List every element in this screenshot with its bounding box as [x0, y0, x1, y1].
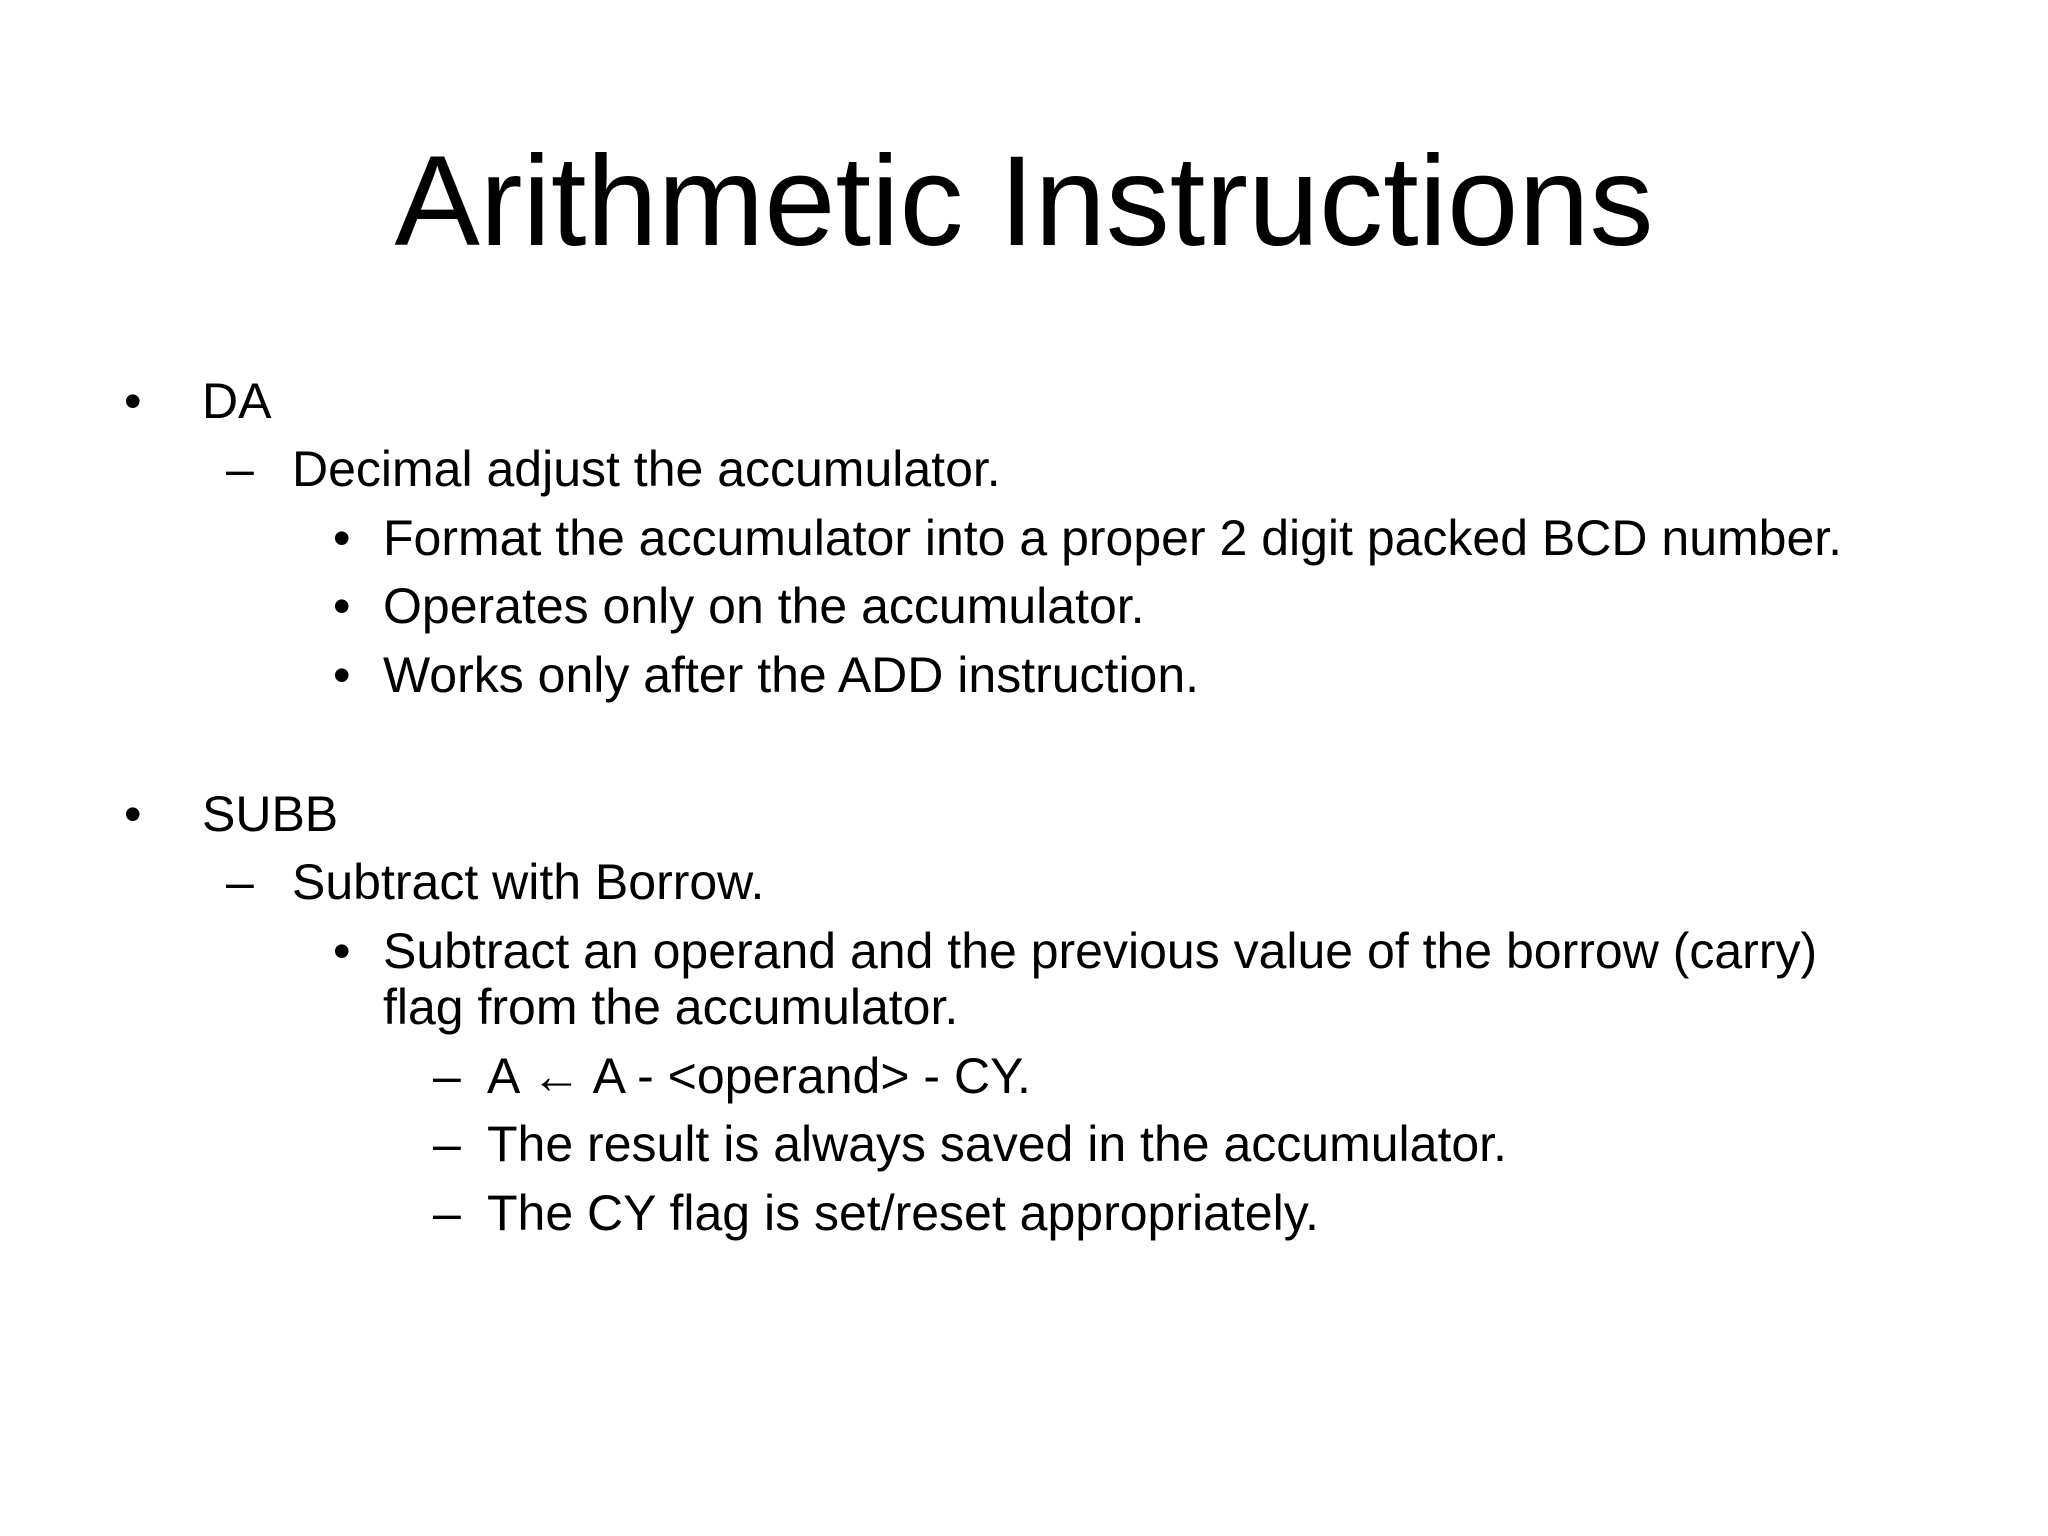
point-da-2: Operates only on the accumulator.	[383, 578, 1145, 634]
bullet-marker: •	[333, 647, 351, 703]
point-subb-1-line1: Subtract an operand and the previous value of the borrow (carry)	[383, 923, 1818, 979]
bullet-marker: •	[333, 510, 351, 566]
dash-marker: –	[226, 441, 254, 497]
point-da-3: Works only after the ADD instruction.	[383, 647, 1200, 703]
detail-subb-2: The result is always saved in the accumulator.	[487, 1116, 1507, 1172]
point-subb-1-line2: flag from the accumulator.	[383, 979, 959, 1035]
bullet-marker: •	[333, 578, 351, 634]
section-sub-da: Decimal adjust the accumulator.	[292, 441, 1001, 497]
detail-subb-1: A ← A - <operand> - CY.	[487, 1048, 1031, 1104]
detail-subb-3: The CY flag is set/reset appropriately.	[487, 1185, 1319, 1241]
bullet-marker: •	[124, 786, 142, 842]
section-heading-subb: SUBB	[202, 786, 339, 842]
section-heading-da: DA	[202, 373, 272, 429]
bullet-marker: •	[333, 923, 351, 979]
slide-title: Arithmetic Instructions	[394, 130, 1654, 273]
dash-marker: –	[433, 1116, 461, 1172]
dash-marker: –	[226, 854, 254, 910]
bullet-marker: •	[124, 373, 142, 429]
section-sub-subb: Subtract with Borrow.	[292, 854, 765, 910]
point-da-1: Format the accumulator into a proper 2 digit packed BCD number.	[383, 510, 1843, 566]
dash-marker: –	[433, 1048, 461, 1104]
dash-marker: –	[433, 1185, 461, 1241]
